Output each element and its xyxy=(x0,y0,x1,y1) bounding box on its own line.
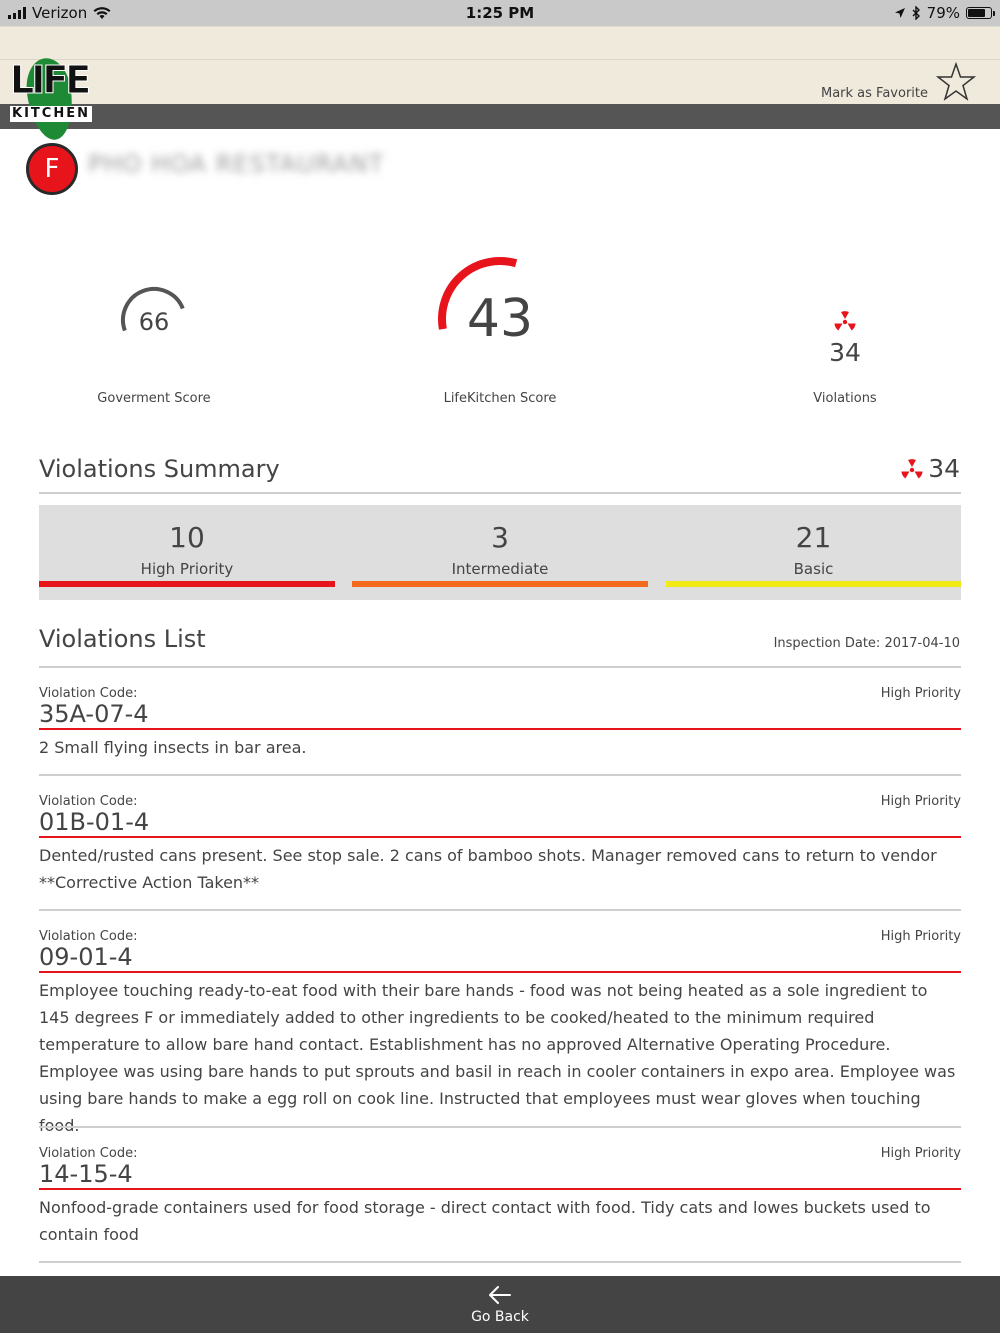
radiation-icon xyxy=(833,310,857,332)
violation-code-label: Violation Code: xyxy=(39,929,138,944)
summary-total-count: 34 xyxy=(928,454,960,483)
status-right xyxy=(894,4,992,22)
lifekitchen-gauge xyxy=(425,244,575,364)
violation-item xyxy=(39,1146,961,1266)
grade-badge: F xyxy=(26,143,78,195)
basic-label: Basic xyxy=(793,560,834,578)
basic-count: 21 xyxy=(795,521,832,554)
location-arrow-icon xyxy=(894,7,906,19)
government-score-label: Goverment Score xyxy=(97,391,211,406)
violation-divider xyxy=(39,1261,961,1263)
summary-total xyxy=(900,454,960,483)
government-score-value: 66 xyxy=(138,308,170,336)
violations-count: 34 xyxy=(829,338,861,367)
violation-priority: High Priority xyxy=(880,929,961,944)
restaurant-name: PHO HOA RESTAURANT xyxy=(88,150,385,178)
violations-label: Violations xyxy=(813,391,877,406)
bluetooth-icon xyxy=(912,6,921,20)
violation-underline xyxy=(39,728,961,730)
header-strip xyxy=(0,104,1000,129)
government-score xyxy=(4,250,304,370)
violation-description: Nonfood-grade containers used for food storage - direct contact with food. Tidy cats and lowes buckets used to contain food xyxy=(39,1198,931,1244)
violation-priority: High Priority xyxy=(880,794,961,809)
arrow-left-icon xyxy=(488,1285,512,1305)
violation-underline xyxy=(39,1188,961,1190)
violations-score xyxy=(695,310,995,367)
star-icon[interactable] xyxy=(936,62,976,102)
basic-bar xyxy=(666,581,961,587)
violation-code: 01B-01-4 xyxy=(39,808,150,836)
high-priority-bar xyxy=(39,581,335,587)
summary-high-priority xyxy=(39,505,335,587)
lifekitchen-score-value: 43 xyxy=(466,289,534,349)
battery-percent: 79% xyxy=(926,4,960,22)
violation-underline xyxy=(39,836,961,838)
lifekitchen-score xyxy=(350,244,650,364)
violation-description: Dented/rusted cans present. See stop sale. 2 cans of bamboo shots. Manager removed cans to return to vendor **Corrective Action Taken** xyxy=(39,846,937,892)
lifekitchen-score-label: LifeKitchen Score xyxy=(443,391,557,406)
violation-code-label: Violation Code: xyxy=(39,686,138,701)
battery-fill xyxy=(968,9,985,17)
list-divider xyxy=(39,666,961,668)
high-priority-count: 10 xyxy=(169,521,205,554)
violation-divider xyxy=(39,774,961,776)
summary-intermediate xyxy=(352,505,648,587)
intermediate-bar xyxy=(352,581,648,587)
inspection-date: Inspection Date: 2017-04-10 xyxy=(773,636,960,651)
government-gauge xyxy=(94,250,214,370)
intermediate-label: Intermediate xyxy=(451,560,549,578)
carrier-name: Verizon xyxy=(32,4,88,22)
summary-title: Violations Summary xyxy=(39,455,280,483)
violation-divider xyxy=(39,909,961,911)
battery-icon xyxy=(966,7,992,19)
summary-divider xyxy=(39,492,961,494)
header-divider xyxy=(0,59,1000,60)
violation-item xyxy=(39,794,961,914)
violation-code: 35A-07-4 xyxy=(39,700,149,728)
violation-description: 2 Small flying insects in bar area. xyxy=(39,738,307,757)
summary-basic xyxy=(666,505,961,587)
summary-box xyxy=(39,505,961,600)
violation-underline xyxy=(39,971,961,973)
favorite-control[interactable] xyxy=(821,62,976,102)
violation-item xyxy=(39,929,961,1131)
violation-priority: High Priority xyxy=(880,1146,961,1161)
high-priority-label: High Priority xyxy=(140,560,234,578)
radiation-icon xyxy=(900,458,924,480)
violation-description: Employee touching ready-to-eat food with their bare hands - food was not being heated as a sole ingredient to 145 degrees F or immediately added to other ingredients to be cooked/heated to the minimum required temperature to allow bare hand contact. Establishment has no approved Alternative Operating Procedure. Employee was using bare hands to put sprouts and basil in reach in cooler containers in expo area. Employee was using bare hands to make a egg roll on cook line. Instructed that employees must wear gloves when touching xyxy=(39,981,956,1108)
go-back-label: Go Back xyxy=(471,1308,529,1325)
violation-code-label: Violation Code: xyxy=(39,794,138,809)
life-kitchen-logo xyxy=(8,58,98,140)
violation-code: 09-01-4 xyxy=(39,943,133,971)
logo-text-kitchen: KITCHEN xyxy=(12,106,90,121)
favorite-label: Mark as Favorite xyxy=(820,85,928,101)
violation-divider xyxy=(39,1126,961,1128)
intermediate-count: 3 xyxy=(491,521,509,554)
violation-code-label: Violation Code: xyxy=(39,1146,138,1161)
status-time: 1:25 PM xyxy=(465,4,535,22)
logo-text-life: LIFE xyxy=(10,58,89,102)
violation-priority: High Priority xyxy=(880,686,961,701)
violation-item xyxy=(39,686,961,778)
violation-code: 14-15-4 xyxy=(39,1160,133,1188)
status-bar xyxy=(0,0,1000,26)
go-back-button[interactable] xyxy=(0,1276,1000,1333)
list-title: Violations List xyxy=(39,625,206,653)
